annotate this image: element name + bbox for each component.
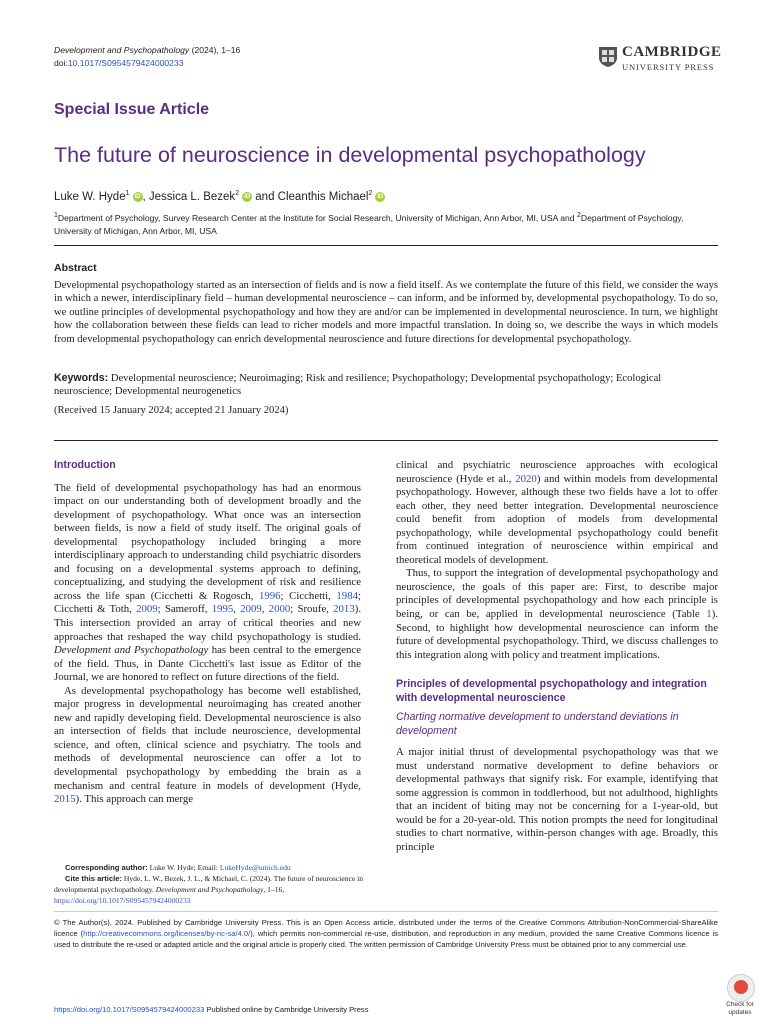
journal-name: Development and Psychopathology: [54, 45, 190, 55]
updates-line1: Check for: [726, 1001, 754, 1008]
text-run: ). This approach can merge: [75, 793, 194, 806]
orcid-icon[interactable]: iD: [244, 193, 251, 200]
footer-doi-link[interactable]: https://doi.org/10.1017/S0954579424000233: [54, 1005, 205, 1014]
text-run: ) and within models from developmental psychopathology. However, although these two fields have a lot to offer each other, they need better integration. Developmental neuroscience could benefit from adoption of models from developmental psychopathology, while developmental psychopathology could benefit from continued integration of neuroscience within empirical and theoretical models of development.: [396, 472, 718, 566]
shield-icon: [598, 46, 618, 68]
citation-link[interactable]: 1984: [336, 589, 358, 602]
received-dates: (Received 15 January 2024; accepted 21 January 2024): [54, 405, 289, 416]
abstract-body: Developmental psychopathology started as an intersection of fields and is now a field itself. As we contemplate the future of this field, we consider the ways in which a newer, interdisciplinary field – human developmental neuroscience – can inform, and be informed by, developmental psychopathology. To do so, we outline principles of developmental psychopathology and how they are and/or can be implemented in developmental neuroscience. In turn, we highlight how the collaboration between these fields can lead to richer models and more impactful translation. In doing so, we describe the ways in which models from developmental psychopathology can enrich developmental neuroscience and future directions for developmental psychopathology.: [54, 280, 718, 345]
text-run: clinical and psychiatric neuroscience approaches with ecological neuroscience (Hyde et al.,: [396, 459, 718, 485]
email-link[interactable]: LukeHyde@umich.edu: [219, 863, 291, 872]
text-run: ,: [261, 603, 269, 616]
text-run: The field of developmental psychopathology has had an enormous impact on our understanding both of development broadly and the development of psychopathology. What once was an intersection between fields, is now a field of study itself. The original goals of developmental psychopathology included bringing a more interdisciplinary approach to understanding child psychiatric disorders and focusing on a developmental systems approach to defining, conceptualizing, and studying the development of risk and resilience across the life span (Cicchetti & Rogosch,: [54, 481, 361, 602]
check-for-updates-badge[interactable]: [718, 974, 762, 1018]
journal-doi: [54, 57, 240, 70]
published-online: Published online by Cambridge University Press: [204, 1005, 369, 1014]
cite-label: Cite this article:: [65, 874, 122, 883]
paragraph: [396, 459, 718, 567]
cite-tail: , 1–16,: [263, 885, 285, 894]
citation-link[interactable]: 1995: [211, 603, 234, 616]
text-run: Thus, to support the integration of developmental psychopathology and neuroscience, the goals of this paper are: First, to describe major principles of developmental psychopathology and how each principle is being, or can be, applied in developmental neuroscience (Table: [396, 567, 718, 621]
subsection-heading: Charting normative development to understand deviations in development: [396, 711, 679, 737]
cite-text: Hyde, L. W., Bezek, J. L., & Michael, C. (2024). The future of neuroscience in developmental psychopathology.: [54, 874, 364, 894]
citation-link[interactable]: 1996: [258, 589, 281, 602]
right-column: [396, 459, 718, 855]
citation-link[interactable]: 2009: [240, 603, 262, 616]
divider: [54, 440, 718, 441]
journal-italic: Development and Psychopathology: [54, 644, 209, 657]
cambridge-logo: [598, 44, 720, 74]
citation-link[interactable]: 2013: [333, 603, 355, 616]
author-name[interactable]: Jessica L. Bezek: [148, 190, 236, 203]
journal-meta: (2024), 1–16: [189, 45, 241, 55]
corr-label: Corresponding author:: [65, 863, 148, 872]
publisher-subname: UNIVERSITY PRESS: [622, 62, 715, 72]
corr-text: Luke W. Hyde; Email:: [147, 863, 220, 872]
paragraph: [54, 482, 361, 685]
citation-link[interactable]: 2015: [54, 793, 76, 806]
paragraph: A major initial thrust of developmental psychopathology was that we must understand normative development to define behaviors or developmental pathways that signify risk. For example, identifying that some aggression is common in toddlerhood, but not adulthood, highlights that an incident of biting may not be concerning for a 1-year-old, but would be for a 20-year-old. This notion prompts the need for longitudinal studies to chart normative, within-person changes with age. Broadly, this principle: [396, 746, 718, 854]
author-affil-sup: 2: [368, 190, 373, 197]
keywords-list: Developmental neuroscience; Neuroimaging; Risk and resilience; Psychopathology; Developmental psychopathology; Ecological neuroscience; Developmental neurogenetics: [54, 373, 662, 398]
affil-sup: 1: [54, 212, 58, 219]
paragraph: [396, 567, 718, 662]
affil-text: Department of Psychology, University of Michigan, Ann Arbor, MI, USA: [54, 212, 684, 236]
text-run: has been central to the emergence of the field. Thus, in Dante Cicchetti's last issue as Editor of the Journal, we are honored to reflect on future directions of the field.: [54, 644, 361, 684]
affil-sup: 2: [576, 212, 581, 219]
citation-link[interactable]: 2000: [268, 603, 291, 616]
license-notice: [54, 917, 718, 950]
citation-link[interactable]: 2020: [515, 472, 537, 485]
publisher-name: CAMBRIDGE: [622, 44, 722, 60]
citation-link[interactable]: 2009: [136, 603, 158, 616]
text-run: ). Second, to highlight how developmental neuroscience can inform the future of developmental psychopathology. Third, we discuss challenges to this integration along with policy and treatment implications.: [396, 608, 718, 661]
author-name[interactable]: Cleanthis Michael: [277, 190, 369, 203]
abstract-heading: Abstract: [54, 262, 97, 274]
orcid-icon[interactable]: iD: [377, 193, 384, 200]
author-affil-sup: 2: [235, 190, 240, 197]
cite-this-article: [54, 873, 364, 906]
divider: [54, 245, 718, 246]
updates-icon-center: [734, 980, 748, 994]
text-run: As developmental psychopathology has become well established, major progress in developmental neuroimaging has created another new and rapidly developing field. Developmental neuroscience is also an intersection of fields that include neuroscience, developmental science, and often, clinical science and psychiatry. The tools and methods of developmental neuroscience can offer a lot to developmental psychopathology by embedding the brain as a mechanism and central feature in models of development (Hyde,: [54, 684, 361, 792]
table-link[interactable]: 1: [706, 608, 712, 621]
license-text: ), which permits non-commercial re-use, distribution, and reproduction in any medium, provided the same Creative Commons licence is used to distribute the re-used or adapted article and the original article is properly cited. The written permission of Cambridge University Press must be obtained prior to any commercial use.: [54, 929, 718, 949]
author-list: [54, 190, 385, 203]
cite-journal: Development and Psychopathology: [155, 885, 264, 894]
updates-label: [718, 1001, 762, 1016]
keywords: [54, 372, 718, 399]
text-run: ,: [233, 603, 241, 616]
section-heading-principles: Principles of developmental psychopathology and integration with developmental neuroscience: [396, 678, 707, 704]
affil-text: Department of Psychology, Survey Research Center at the Institute for Social Research, University of Michigan, Ann Arbor, MI, USA and: [57, 212, 577, 223]
keywords-label: Keywords:: [54, 372, 109, 384]
footnote: [54, 862, 364, 906]
author-affil-sup: 1: [125, 190, 130, 197]
text-run: ; Cicchetti & Toth,: [54, 589, 361, 616]
corresponding-author: [54, 862, 364, 873]
paragraph: [54, 685, 361, 807]
orcid-icon[interactable]: iD: [134, 193, 141, 200]
journal-header: [54, 44, 240, 70]
article-category: Special Issue Article: [54, 101, 210, 118]
author-separator: and: [252, 190, 278, 203]
updates-icon: [727, 974, 755, 1002]
cite-doi-link[interactable]: https://doi.org/10.1017/S0954579424000233: [54, 896, 191, 905]
license-link[interactable]: http://creativecommons.org/licenses/by-nc-sa/4.0/: [83, 929, 251, 938]
doi-prefix: doi:: [54, 58, 68, 68]
text-run: ). This intersection provided an array of critical theories and new approaches that reshaped the way child psychopathology is studied.: [54, 603, 362, 643]
updates-line2: updates: [728, 1008, 752, 1016]
text-run: ; Sroufe,: [290, 603, 334, 616]
journal-citation: [54, 44, 240, 57]
affiliations: [54, 209, 714, 238]
left-column: [54, 459, 361, 807]
license-text: © The Author(s), 2024. Published by Cambridge University Press. This is an Open Access article, distributed under the terms of the Creative Commons Attribution-NonCommercial-ShareAlike licence (: [54, 918, 718, 938]
section-heading-introduction: Introduction: [54, 459, 116, 471]
article-title: The future of neuroscience in developmental psychopathology: [54, 143, 646, 167]
bottom-footer: [54, 1005, 369, 1014]
author-separator: ,: [142, 190, 149, 203]
text-run: ; Cicchetti,: [280, 589, 337, 602]
author-name[interactable]: Luke W. Hyde: [54, 190, 126, 203]
text-run: ; Sameroff,: [157, 603, 212, 616]
doi-link[interactable]: 10.1017/S0954579424000233: [67, 58, 184, 68]
divider: [54, 911, 718, 912]
